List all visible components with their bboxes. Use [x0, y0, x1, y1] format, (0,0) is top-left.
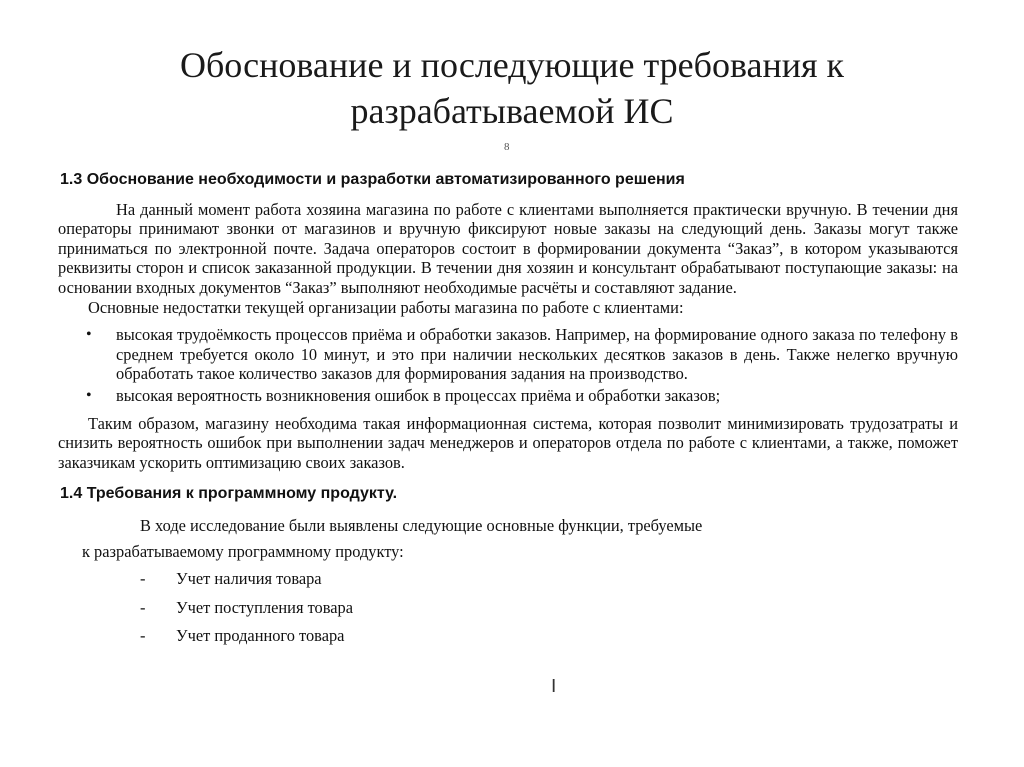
- list-item-text: высокая трудоёмкость процессов приёма и обработки заказов. Например, на формирование одного заказа по телефону в среднем требуется около 10 минут, и это при наличии нескольких десятков заказов в день. Также нелегко вручную обработать такое количество заказов для формирования задания на производство.: [116, 325, 958, 384]
- dash-icon: -: [140, 597, 146, 617]
- list-item-text: Учет поступления товара: [176, 597, 353, 617]
- document-scan: [58, 170, 958, 655]
- intro-paragraph: На данный момент работа хозяина магазина по работе с клиентами выполняется практически вручную. В течении дня операторы принимают звонки от магазинов и вручную фиксируют новые заказы на следующий день. Заказы могут также приниматься по электронной почте. Задача операторов состоит в формировании документа “Заказ”, в котором указываются реквизиты сторон и список заказанной продукции. В течении дня хозяин и консультант обрабатывают поступающие заказы: на основании входных документов “Заказ” выполняют необходимые расчёты и составляют задание.: [58, 199, 958, 297]
- list-item: [58, 598, 958, 618]
- list-item: [58, 569, 958, 589]
- text-cursor-icon: I: [551, 676, 557, 697]
- bullet-icon: •: [86, 326, 92, 344]
- list-item: [58, 386, 958, 406]
- slide-title-line-2: разрабатываемой ИС: [350, 91, 674, 131]
- list-item-text: Учет проданного товара: [176, 626, 345, 646]
- drawbacks-list: [58, 325, 958, 405]
- dash-icon: -: [140, 626, 146, 646]
- list-item-text: высокая вероятность возникновения ошибок в процессах приёма и обработки заказов;: [116, 385, 721, 405]
- slide-title-line-1: Обоснование и последующие требования к: [179, 45, 845, 85]
- page-number: 8: [504, 141, 510, 153]
- requirements-intro-line-1: В ходе исследование были выявлены следующие основные функции, требуемые: [140, 515, 703, 535]
- slide-title: [0, 42, 1024, 134]
- requirements-list: [58, 569, 958, 646]
- drawbacks-intro: Основные недостатки текущей организации работы магазина по работе с клиентами:: [88, 297, 684, 317]
- dash-icon: -: [140, 569, 146, 589]
- list-item-text: Учет наличия товара: [176, 569, 322, 589]
- summary-paragraph: Таким образом, магазину необходима такая информационная система, которая позволит минимизировать трудозатраты и снизить вероятность ошибок при выполнении задач менеджеров и операторов отдела по работе с клиентами, а также, поможет заказчикам ускорить оптимизацию своих заказов.: [58, 413, 958, 472]
- list-item: [58, 626, 958, 646]
- section-heading-1-4: 1.4 Требования к программному продукту.: [60, 485, 398, 503]
- list-item: [58, 325, 958, 384]
- bullet-icon: •: [86, 386, 92, 404]
- requirements-intro-line-2: к разрабатываемому программному продукту:: [82, 541, 404, 561]
- section-heading-1-3: 1.3 Обоснование необходимости и разработки автоматизированного решения: [60, 171, 685, 188]
